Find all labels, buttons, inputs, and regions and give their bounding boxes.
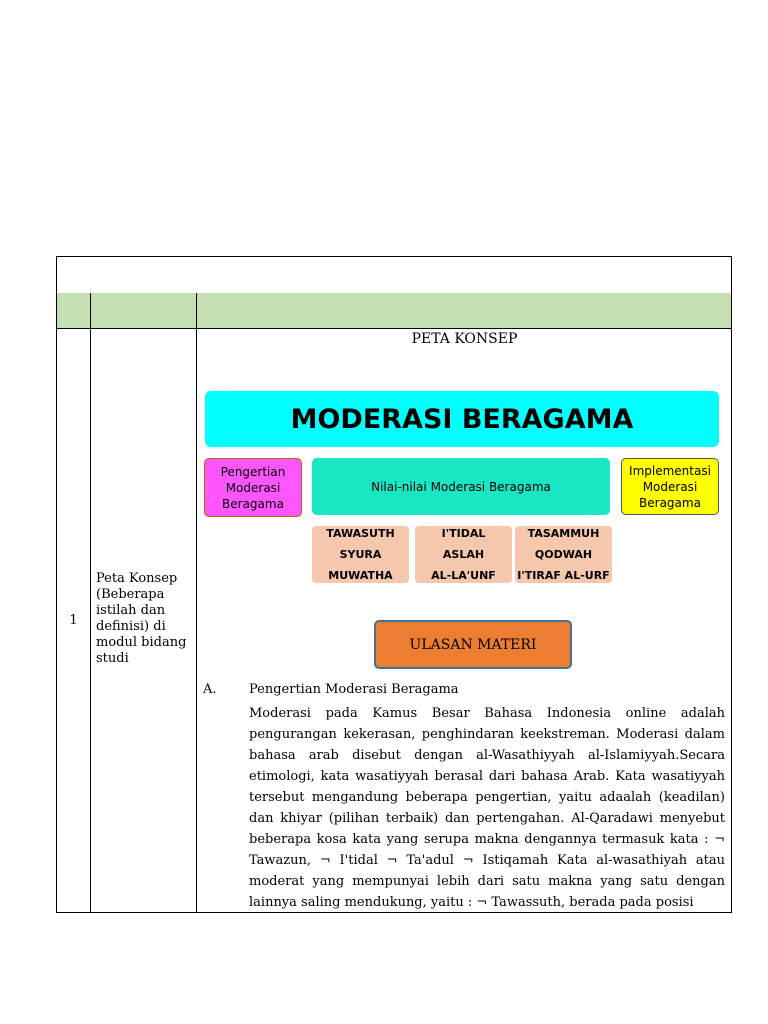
section-paragraph: Moderasi pada Kamus Besar Bahasa Indonesia online adalah pengurangan kekerasan, penghindaran keekstreman. Moderasi dalam bahasa arab disebut dengan al-Wasathiyyah al-Islamiyyah.Secara etimologi, kata wasatiyyah berasal dari bahasa Arab. Kata wasatiyyah tersebut mengandung beberapa pengertian, yaitu adaalah (keadilan) dan khiyar (pilihan terbaik) dan pertengahan. Al-Qaradawi menyebut beberapa kosa kata yang serupa makna dengannya termasuk kata : ¬ Tawazun, ¬ I'tidal ¬ Ta'adul ¬ Istiqamah Kata al-wasathiyah atau moderat yang mempunyai lebih dari satu makna yang satu dengan lainnya saling mendukung, yaitu : ¬ Tawassuth, berada pada posisi xyxy=(249,706,725,910)
table-column-header-row xyxy=(57,293,731,329)
values-group-2 xyxy=(415,526,512,583)
value-item: SYURA xyxy=(339,548,382,561)
values-group-3 xyxy=(515,526,612,583)
column-divider xyxy=(196,293,197,912)
section-title: Pengertian Moderasi Beragama xyxy=(249,682,459,697)
value-item: TAWASUTH xyxy=(326,527,395,540)
value-item: I'TIRAF AL-URF xyxy=(517,569,610,582)
pengertian-box: Pengertian Moderasi Beragama xyxy=(204,458,302,517)
value-item: TASAMMUH xyxy=(527,527,600,540)
table-header-row xyxy=(57,257,731,294)
value-item: I'TIDAL xyxy=(441,527,486,540)
content-table xyxy=(56,256,732,913)
row-label: Peta Konsep (Beberapa istilah dan definisi) di modul bidang studi xyxy=(96,571,187,666)
value-item: AL-LA'UNF xyxy=(431,569,496,582)
nilai-nilai-box: Nilai-nilai Moderasi Beragama xyxy=(312,458,610,515)
ulasan-materi-box: ULASAN MATERI xyxy=(374,620,572,669)
values-group-1 xyxy=(312,526,409,583)
value-item: ASLAH xyxy=(442,548,485,561)
section-letter: A. xyxy=(203,682,217,697)
implementasi-box: Implementasi Moderasi Beragama xyxy=(621,458,719,515)
moderasi-beragama-banner: MODERASI BERAGAMA xyxy=(205,391,719,447)
row-number: 1 xyxy=(69,612,78,628)
peta-konsep-title: PETA KONSEP xyxy=(411,331,518,347)
column-divider xyxy=(90,293,91,912)
value-item: QODWAH xyxy=(534,548,593,561)
value-item: MUWATHA xyxy=(328,569,393,582)
